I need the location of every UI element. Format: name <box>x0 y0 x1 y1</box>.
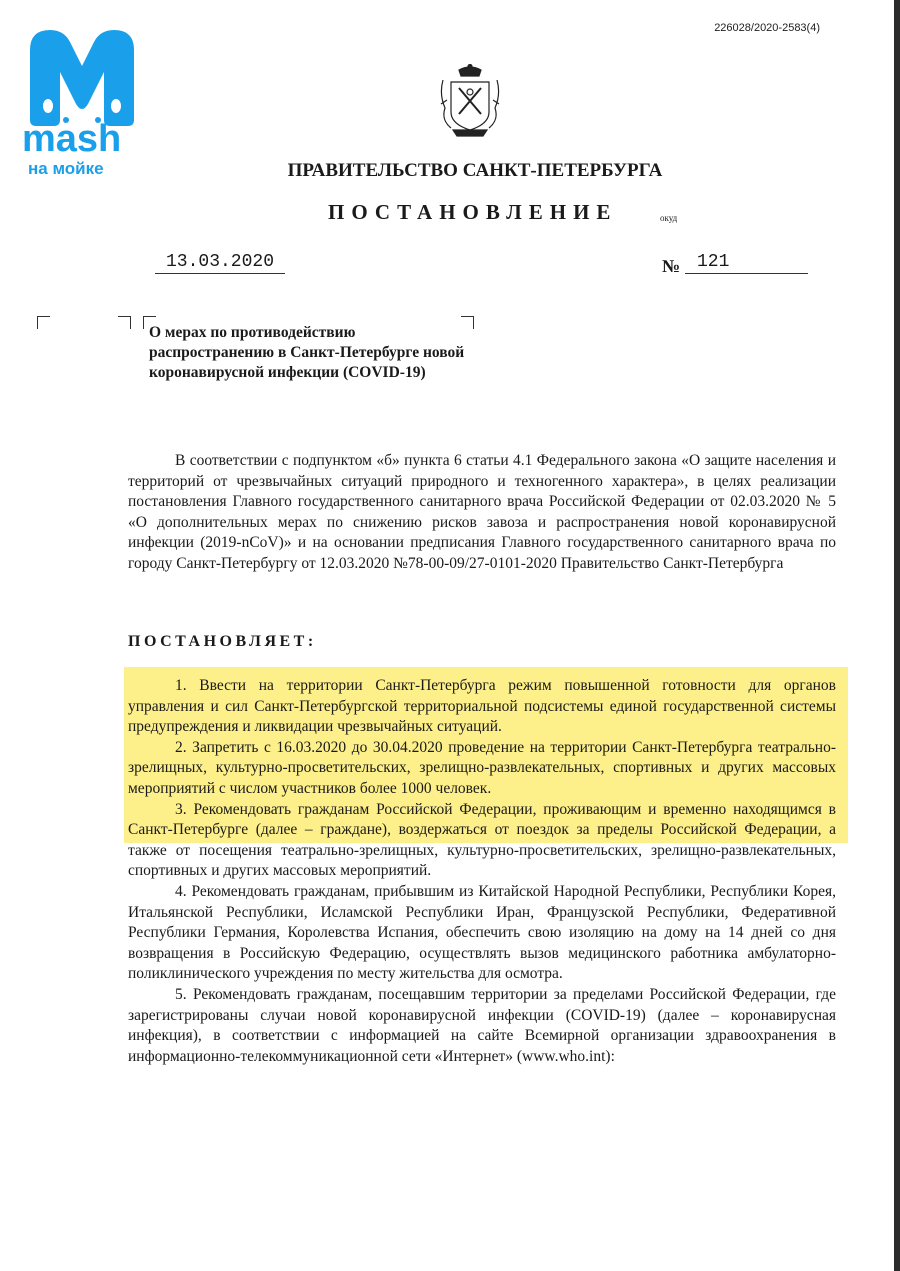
page-edge <box>894 0 900 1271</box>
mash-logo-icon <box>18 22 146 132</box>
list-item: 2. Запретить с 16.03.2020 до 30.04.2020 проведение на территории Санкт-Петербурга театрально-зрелищных, культурно-просветительских, зрелищно-развлекательных, спортивных и других массовых мероприятий с числом участников более 1000 человек. <box>128 738 836 797</box>
items-block <box>128 676 836 1067</box>
okud-label: окуд <box>660 213 678 223</box>
decree-title: ПОСТАНОВЛЕНИЕ <box>328 200 618 224</box>
corner-mark <box>118 316 131 329</box>
government-title: ПРАВИТЕЛЬСТВО САНКТ-ПЕТЕРБУРГА <box>287 160 663 181</box>
saint-petersburg-coat-of-arms-icon <box>437 64 503 140</box>
list-item: 4. Рекомендовать гражданам, прибывшим из Китайской Народной Республики, Республики Корея, Итальянской Республики, Исламской Республики Иран, Французской Республики, Федеративной Республики Германия, Королевства Испания, обеспечить свою изоляцию на дому на 14 дней со дня возвращения в Российскую Федерацию, осуществлять вызов медицинского работника амбулаторно-поликлинического учреждения по месту жительства для осмотра. <box>128 882 836 983</box>
corner-mark <box>37 316 50 329</box>
decree-date: 13.03.2020 <box>155 252 285 274</box>
list-item: 1. Ввести на территории Санкт-Петербурга режим повышенной готовности для органов управления и сил Санкт-Петербургской территориальной подсистемы единой государственной системы предупреждения и ликвидации чрезвычайных ситуаций. <box>128 677 836 736</box>
preamble-block <box>128 451 836 575</box>
list-item: 5. Рекомендовать гражданам, посещавшим территории за пределами Российской Федерации, где зарегистрированы случаи новой коронавирусной инфекции (COVID-19) (далее – коронавирусная инфекция), в соответствии с информацией на сайте Всемирной организации здравоохранения в информационно-телекоммуникационной сети «Интернет» (www.who.int): <box>128 985 836 1065</box>
logo-text: mash <box>22 118 122 160</box>
decree-number: 121 <box>685 252 808 274</box>
resolves-heading: ПОСТАНОВЛЯЕТ: <box>128 633 317 650</box>
logo-subtext: на мойке <box>28 159 104 178</box>
number-label: № <box>662 256 681 276</box>
document-code: 226028/2020-2583(4) <box>714 22 820 34</box>
preamble-paragraph: В соответствии с подпунктом «б» пункта 6 статьи 4.1 Федерального закона «О защите населения и территорий от чрезвычайных ситуаций природного и техногенного характера», в целях реализации постановления Главного государственного санитарного врача Российской Федерации от 02.03.2020 № 5 «О дополнительных мерах по снижению рисков завоза и распространения новой коронавирусной инфекции (2019-nCoV)» и на основании предписания Главного государственного санитарного врача по городу Санкт-Петербургу от 12.03.2020 №78-00-09/27-0101-2020 Правительство Санкт-Петербурга <box>128 452 836 572</box>
decree-subject: О мерах по противодействию распространению в Санкт-Петербурге новой коронавирусной инфекции (COVID-19) <box>149 324 465 381</box>
list-item: 3. Рекомендовать гражданам Российской Федерации, проживающим и временно находящимся в Санкт-Петербурге (далее – граждане), воздержаться от поездок за пределы Российской Федерации, а также от посещения театрально-зрелищных, культурно-просветительских, зрелищно-развлекательных, спортивных и других массовых мероприятий. <box>128 800 836 880</box>
